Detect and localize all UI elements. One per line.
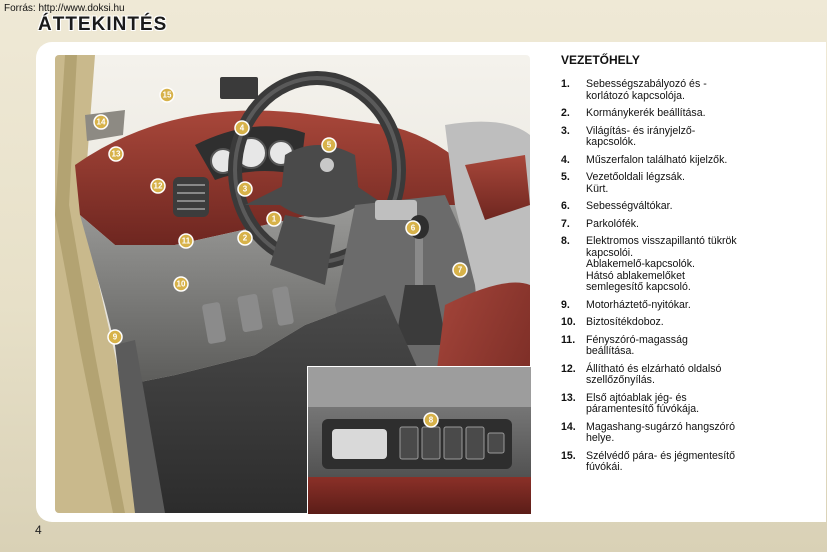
- legend-item-number: 10.: [561, 316, 576, 328]
- callout-12: [151, 179, 165, 193]
- legend-item-number: 14.: [561, 420, 576, 433]
- legend-item-number: 11.: [561, 333, 576, 346]
- page-title: ÁTTEKINTÉS: [38, 14, 168, 35]
- callout-9: [108, 330, 122, 344]
- legend-item-text: Vezetőoldali légzsák. Kürt.: [586, 171, 685, 195]
- legend-item: [561, 335, 786, 358]
- svg-text:3: 3: [242, 184, 248, 194]
- legend-item: [561, 364, 786, 387]
- legend-item-number: 8.: [561, 235, 570, 247]
- legend-item-text: Sebességszabályozó és - korlátozó kapcsolója.: [586, 78, 707, 102]
- legend-item-text: Fényszóró-magasság beállítása.: [586, 333, 688, 357]
- svg-text:4: 4: [239, 123, 245, 133]
- legend-item-text: Elektromos visszapillantó tükrök kapcsolói. Ablakemelő-kapcsolók. Hátsó ablakemelőket semlegesítő kapcsoló.: [586, 235, 737, 293]
- svg-text:13: 13: [111, 149, 121, 159]
- legend-item: [561, 219, 786, 231]
- legend-item-text: Világítás- és irányjelző- kapcsolók.: [586, 124, 696, 148]
- legend-item: [561, 201, 786, 213]
- svg-text:6: 6: [410, 223, 416, 233]
- svg-text:14: 14: [96, 117, 106, 127]
- callout-11: [179, 234, 193, 248]
- legend-item-number: 12.: [561, 362, 576, 375]
- legend-item-number: 1.: [561, 78, 570, 90]
- svg-text:12: 12: [153, 181, 163, 191]
- callout-8: [424, 413, 438, 427]
- callout-4: [235, 121, 249, 135]
- legend-item: [561, 155, 786, 167]
- callout-6: [406, 221, 420, 235]
- callout-7: [453, 263, 467, 277]
- legend-item-number: 4.: [561, 153, 570, 166]
- legend-item-text: Parkolófék.: [586, 217, 639, 230]
- source-note: Forrás: http://www.doksi.hu: [4, 3, 125, 14]
- svg-text:1: 1: [271, 214, 277, 224]
- callout-10: [174, 277, 188, 291]
- svg-text:11: 11: [181, 236, 191, 246]
- legend-item-text: Sebességváltókar.: [586, 200, 673, 212]
- legend-item-text: Szélvédő pára- és jégmentesítő fúvókái.: [586, 449, 735, 473]
- legend-item-text: Műszerfalon található kijelzők.: [586, 153, 728, 166]
- legend-item: [561, 317, 786, 329]
- section-title: VEZETŐHELY: [561, 53, 640, 67]
- legend-item: [561, 393, 786, 416]
- callout-14: [94, 115, 108, 129]
- legend-item-text: Magashang-sugárzó hangszóró helye.: [586, 420, 735, 444]
- callout-15: [160, 88, 174, 102]
- legend-list: [561, 79, 786, 480]
- legend-item: [561, 451, 786, 474]
- door-switch-inset: [307, 366, 532, 515]
- callout-2: [238, 231, 252, 245]
- legend-item-number: 5.: [561, 171, 570, 183]
- legend-item-number: 15.: [561, 449, 576, 462]
- legend-item-text: Első ajtóablak jég- és páramentesítő fúvókája.: [586, 391, 700, 415]
- legend-item-number: 2.: [561, 107, 570, 119]
- legend-item: [561, 172, 786, 195]
- svg-text:2: 2: [242, 233, 248, 243]
- legend-item: [561, 126, 786, 149]
- legend-item: [561, 300, 786, 312]
- legend-item-text: Kormánykerék beállítása.: [586, 107, 706, 119]
- svg-text:15: 15: [162, 90, 172, 100]
- callout-13: [109, 147, 123, 161]
- legend-item: [561, 108, 786, 120]
- inset-callout-layer: [308, 367, 531, 514]
- svg-text:10: 10: [176, 279, 186, 289]
- svg-text:5: 5: [326, 140, 332, 150]
- legend-item: [561, 79, 786, 102]
- legend-item-number: 3.: [561, 124, 570, 137]
- legend-item-text: Biztosítékdoboz.: [586, 316, 664, 328]
- legend-item-number: 13.: [561, 391, 576, 404]
- legend-item: [561, 422, 786, 445]
- legend-item-text: Állítható és elzárható oldalsó szellőzőnyílás.: [586, 362, 722, 386]
- legend-item: [561, 236, 786, 294]
- callout-1: [267, 212, 281, 226]
- legend-item-text: Motorháztető-nyitókar.: [586, 298, 691, 311]
- callout-3: [238, 182, 252, 196]
- callout-5: [322, 138, 336, 152]
- svg-text:9: 9: [112, 332, 118, 342]
- svg-text:7: 7: [457, 265, 463, 275]
- page-number: 4: [35, 523, 42, 537]
- legend-item-number: 9.: [561, 298, 570, 311]
- svg-text:8: 8: [428, 415, 434, 425]
- legend-item-number: 6.: [561, 200, 570, 212]
- legend-item-number: 7.: [561, 217, 570, 230]
